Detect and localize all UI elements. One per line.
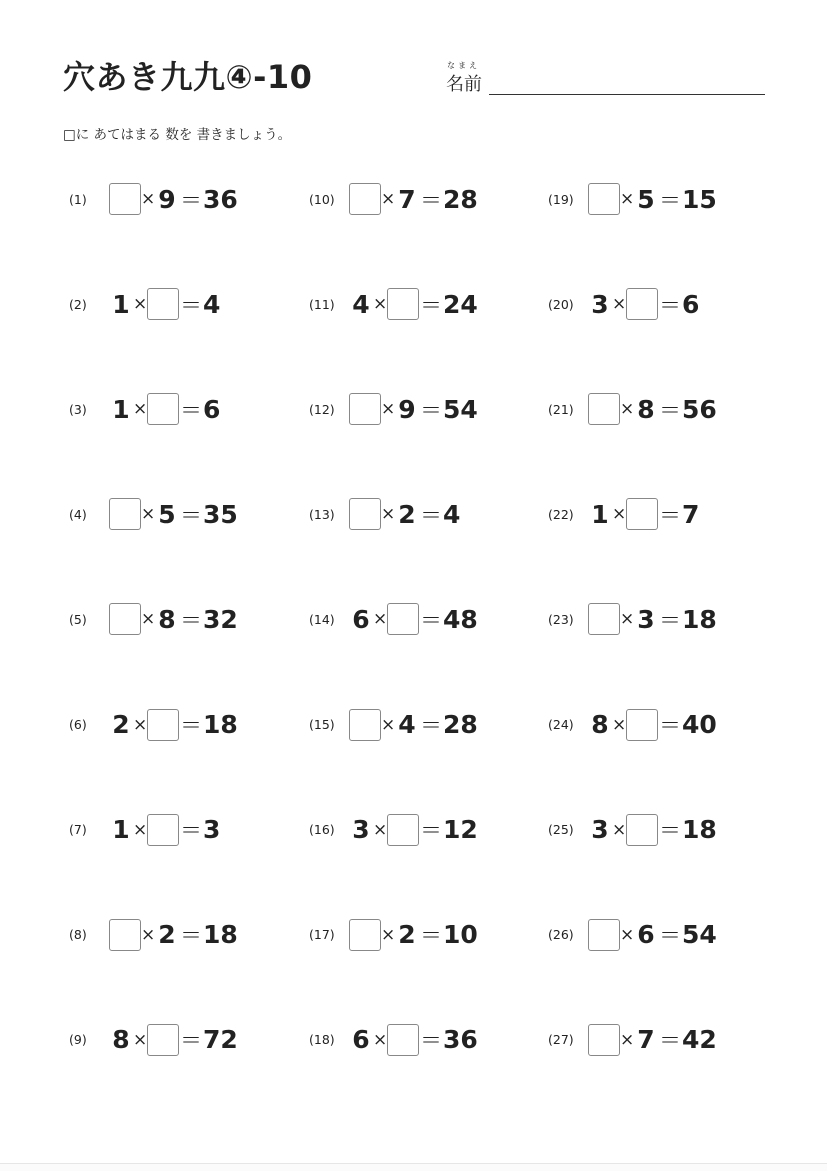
equals-sign: ＝ [658, 503, 681, 529]
multiplicand: 1 [112, 289, 130, 319]
times-sign: × [620, 399, 635, 420]
equals-sign: ＝ [658, 1029, 681, 1055]
equals-sign: ＝ [419, 398, 442, 424]
problem-number: (8) [69, 927, 87, 943]
equals-sign: ＝ [658, 398, 681, 424]
multiplier: 2 [398, 499, 416, 529]
equals-sign: ＝ [419, 924, 442, 950]
equals-sign: ＝ [658, 293, 681, 319]
equals-sign: ＝ [419, 714, 442, 739]
product: 4 [203, 289, 221, 319]
problem-item [548, 812, 717, 848]
problem-item [69, 601, 238, 637]
multiplicand: 4 [352, 289, 370, 319]
product: 54 [443, 394, 478, 424]
equals-sign: ＝ [658, 714, 681, 739]
times-sign: × [381, 714, 396, 735]
problem-item [309, 391, 478, 427]
product: 56 [682, 394, 717, 424]
multiplicand: 3 [352, 815, 370, 845]
product: 36 [203, 184, 238, 214]
equals-sign: ＝ [419, 608, 442, 634]
instruction-text: □に あてはまる 数を 書きましょう。 [63, 127, 292, 143]
multiplicand: 1 [112, 394, 130, 424]
problem-number: (15) [309, 717, 335, 732]
times-sign: × [612, 714, 627, 735]
problem-item [309, 496, 460, 532]
answer-box[interactable] [387, 1024, 419, 1056]
product: 48 [443, 604, 478, 634]
equals-sign: ＝ [419, 293, 442, 319]
multiplier: 5 [158, 499, 176, 529]
multiplicand: 1 [591, 499, 609, 529]
problem-number: (19) [548, 191, 574, 207]
equals-sign: ＝ [658, 819, 681, 845]
answer-box[interactable] [147, 393, 179, 425]
product: 28 [443, 184, 478, 214]
times-sign: × [620, 1029, 635, 1050]
product: 7 [682, 499, 700, 529]
times-sign: × [141, 189, 156, 209]
problem-item [69, 496, 238, 532]
answer-box[interactable] [588, 393, 620, 425]
multiplier: 8 [158, 604, 176, 634]
answer-box[interactable] [109, 183, 141, 215]
times-sign: × [612, 504, 627, 525]
problem-item [548, 496, 699, 532]
times-sign: × [612, 819, 627, 840]
problem-item [69, 286, 220, 322]
problem-item [309, 286, 478, 322]
problem-item [309, 812, 478, 848]
multiplier: 9 [398, 394, 416, 424]
times-sign: × [620, 609, 635, 630]
problem-item [309, 181, 478, 217]
answer-box[interactable] [626, 709, 658, 741]
product: 18 [203, 920, 238, 950]
answer-box[interactable] [147, 1024, 179, 1056]
problem-number: (26) [548, 927, 574, 943]
multiplier: 5 [637, 184, 655, 214]
problem-item [69, 181, 238, 217]
times-sign: × [141, 504, 156, 525]
answer-box[interactable] [626, 814, 658, 846]
problem-item [69, 812, 220, 848]
product: 15 [682, 184, 717, 214]
multiplicand: 8 [112, 1025, 130, 1055]
page-title: 穴あき九九④-10 [63, 58, 313, 96]
product: 54 [682, 920, 717, 950]
times-sign: × [133, 294, 148, 315]
multiplicand: 6 [352, 604, 370, 634]
equals-sign: ＝ [179, 608, 202, 634]
equals-sign: ＝ [658, 924, 681, 950]
problem-number: (7) [69, 822, 87, 838]
product: 28 [443, 710, 478, 739]
answer-box[interactable] [349, 393, 381, 425]
problem-number: (13) [309, 506, 335, 522]
equals-sign: ＝ [179, 819, 202, 845]
equals-sign: ＝ [419, 1029, 442, 1055]
multiplicand: 8 [591, 710, 609, 739]
multiplier: 4 [398, 710, 416, 739]
answer-box[interactable] [109, 919, 141, 951]
answer-box[interactable] [349, 498, 381, 530]
multiplicand: 6 [352, 1025, 370, 1055]
product: 18 [682, 604, 717, 634]
answer-box[interactable] [387, 814, 419, 846]
problem-number: (11) [309, 296, 335, 312]
product: 6 [203, 394, 221, 424]
product: 42 [682, 1025, 717, 1055]
problem-number: (21) [548, 401, 574, 417]
answer-box[interactable] [147, 814, 179, 846]
times-sign: × [141, 609, 156, 630]
problem-item [548, 286, 699, 322]
equals-sign: ＝ [419, 188, 442, 214]
times-sign: × [141, 924, 156, 945]
problem-item [548, 917, 717, 953]
product: 36 [443, 1025, 478, 1055]
product: 32 [203, 604, 238, 634]
times-sign: × [133, 1029, 148, 1050]
product: 10 [443, 920, 478, 950]
problem-item [548, 1022, 717, 1058]
answer-box[interactable] [349, 709, 381, 741]
answer-box[interactable] [147, 709, 179, 741]
problem-number: (22) [548, 506, 574, 522]
multiplier: 2 [158, 920, 176, 950]
equals-sign: ＝ [179, 1029, 202, 1055]
equals-sign: ＝ [658, 188, 681, 214]
multiplicand: 2 [112, 710, 130, 739]
product: 18 [203, 710, 238, 739]
product: 35 [203, 499, 238, 529]
answer-box[interactable] [626, 288, 658, 320]
times-sign: × [620, 189, 635, 209]
multiplier: 3 [637, 604, 655, 634]
problem-number: (12) [309, 401, 335, 417]
problem-number: (6) [69, 717, 87, 732]
answer-box[interactable] [588, 919, 620, 951]
multiplicand: 3 [591, 815, 609, 845]
problem-number: (23) [548, 611, 574, 627]
times-sign: × [373, 609, 388, 630]
product: 40 [682, 710, 717, 739]
times-sign: × [133, 819, 148, 840]
name-label: 名前 [446, 74, 482, 95]
product: 24 [443, 289, 478, 319]
times-sign: × [381, 924, 396, 945]
problem-item [69, 917, 238, 953]
problem-number: (17) [309, 927, 335, 943]
equals-sign: ＝ [179, 714, 202, 739]
problem-number: (27) [548, 1032, 574, 1048]
problem-item [548, 181, 717, 217]
product: 12 [443, 815, 478, 845]
product: 72 [203, 1025, 238, 1055]
equals-sign: ＝ [179, 188, 202, 214]
times-sign: × [373, 1029, 388, 1050]
product: 6 [682, 289, 700, 319]
answer-box[interactable] [109, 498, 141, 530]
product: 4 [443, 499, 461, 529]
problem-number: (24) [548, 717, 574, 732]
answer-box[interactable] [588, 603, 620, 635]
problem-item [548, 601, 717, 637]
product: 3 [203, 815, 221, 845]
times-sign: × [133, 714, 148, 735]
equals-sign: ＝ [419, 503, 442, 529]
equals-sign: ＝ [658, 608, 681, 634]
multiplicand: 1 [112, 815, 130, 845]
problem-number: (5) [69, 611, 87, 627]
equals-sign: ＝ [419, 819, 442, 845]
problem-item [309, 707, 478, 743]
answer-box[interactable] [387, 603, 419, 635]
answer-box[interactable] [387, 288, 419, 320]
name-furigana: なまえ [447, 61, 480, 70]
problem-number: (16) [309, 822, 335, 838]
multiplier: 8 [637, 394, 655, 424]
equals-sign: ＝ [179, 503, 202, 529]
problem-item [69, 1022, 238, 1058]
problem-number: (14) [309, 611, 335, 627]
multiplicand: 3 [591, 289, 609, 319]
problem-item [309, 1022, 478, 1058]
answer-box[interactable] [626, 498, 658, 530]
answer-box[interactable] [349, 183, 381, 215]
multiplier: 9 [158, 184, 176, 214]
problem-item [548, 391, 717, 427]
times-sign: × [381, 504, 396, 525]
times-sign: × [373, 294, 388, 315]
product: 18 [682, 815, 717, 845]
multiplier: 6 [637, 920, 655, 950]
problem-number: (3) [69, 401, 87, 417]
times-sign: × [381, 189, 396, 209]
problem-number: (4) [69, 506, 87, 522]
equals-sign: ＝ [179, 398, 202, 424]
answer-box[interactable] [588, 1024, 620, 1056]
multiplier: 7 [398, 184, 416, 214]
problem-number: (10) [309, 191, 335, 207]
problem-item [69, 707, 238, 743]
times-sign: × [612, 294, 627, 315]
times-sign: × [373, 819, 388, 840]
answer-box[interactable] [109, 603, 141, 635]
problem-item [309, 917, 478, 953]
times-sign: × [381, 399, 396, 420]
multiplier: 7 [637, 1025, 655, 1055]
equals-sign: ＝ [179, 924, 202, 950]
equals-sign: ＝ [179, 293, 202, 319]
problem-number: (25) [548, 822, 574, 838]
multiplier: 2 [398, 920, 416, 950]
times-sign: × [133, 399, 148, 420]
answer-box[interactable] [147, 288, 179, 320]
problem-number: (1) [69, 191, 87, 207]
problem-item [548, 707, 717, 743]
problem-number: (18) [309, 1032, 335, 1048]
answer-box[interactable] [349, 919, 381, 951]
problem-item [309, 601, 478, 637]
times-sign: × [620, 924, 635, 945]
problem-number: (20) [548, 296, 574, 312]
answer-box[interactable] [588, 183, 620, 215]
problem-number: (9) [69, 1032, 87, 1048]
problem-number: (2) [69, 296, 87, 312]
problem-item [69, 391, 220, 427]
